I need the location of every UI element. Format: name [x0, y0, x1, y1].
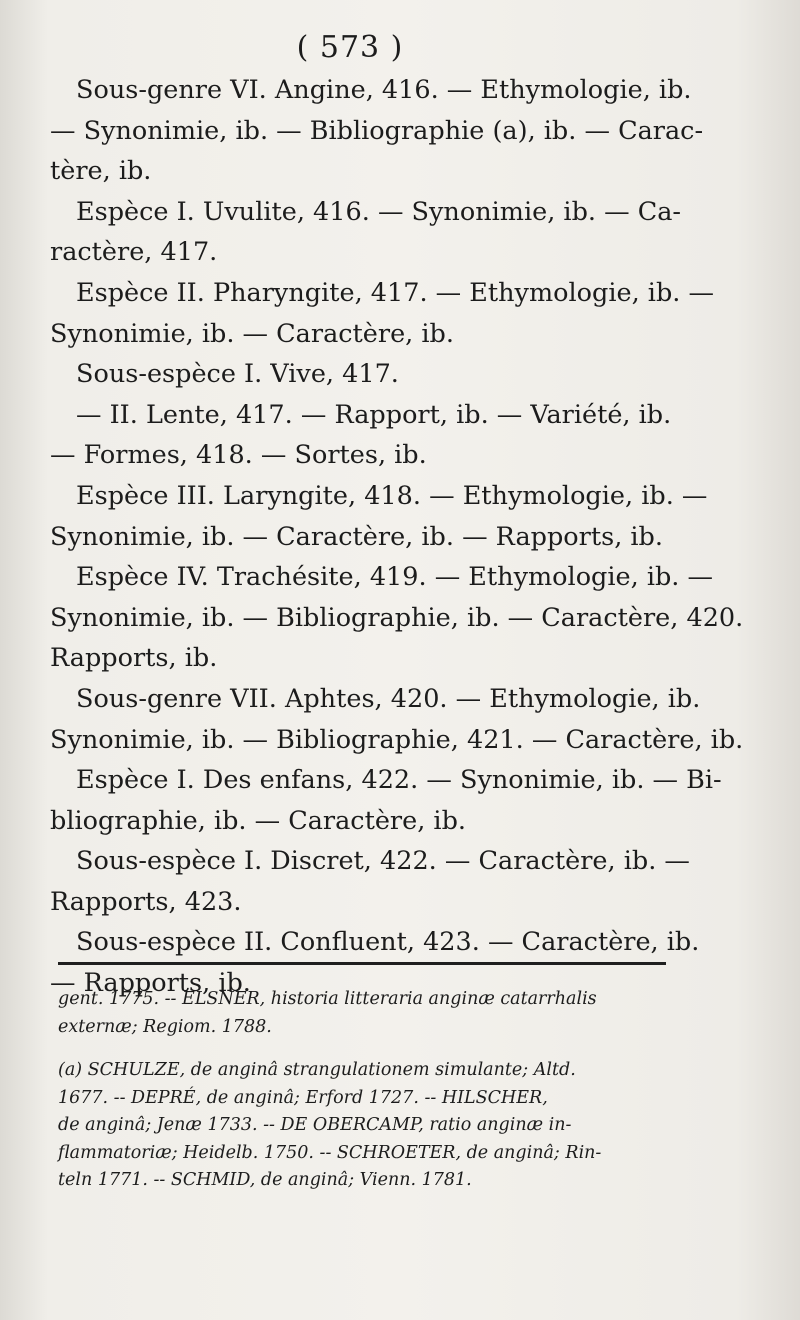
body-line: Sous-espèce I. Vive, 417.	[76, 359, 399, 390]
footnote-line: (a) SCHULZE, de anginâ strangulationem simulante; Altd.	[58, 1060, 576, 1080]
footnote-gap	[58, 1041, 668, 1057]
footnote-line: 1677. -- DEPRÉ, de anginâ; Erford 1727. -- HILSCHER,	[58, 1087, 548, 1108]
body-line: Synonimie, ib. — Bibliographie, 421. — Caractère, ib.	[50, 724, 744, 755]
body-line: Sous-genre VII. Aphtes, 420. — Ethymologie, ib.	[76, 683, 701, 714]
footnote-line: teln 1771. -- SCHMID, de anginâ; Vienn. 1781.	[58, 1170, 472, 1190]
page-number: ( 573 )	[296, 30, 404, 65]
footnote-line: de anginâ; Jenæ 1733. -- DE OBERCAMP, ratio anginæ in-	[58, 1115, 572, 1135]
body-line: Synonimie, ib. — Bibliographie, ib. — Caractère, 420.	[50, 602, 744, 633]
body-line: Sous-genre VI. Angine, 416. — Ethymologie, ib.	[76, 75, 692, 105]
body-line: Espèce IV. Trachésite, 419. — Ethymologie, ib. —	[76, 562, 714, 593]
body-line: ractère, 417.	[50, 237, 218, 268]
footnote-divider	[58, 962, 666, 965]
index-body	[50, 70, 744, 1004]
body-line: Espèce III. Laryngite, 418. — Ethymologie, ib. —	[76, 480, 708, 511]
footnote-line: gent. 1775. -- ELSNER, historia litteraria anginæ catarrhalis	[58, 989, 597, 1009]
footnote-line: flammatoriæ; Heidelb. 1750. -- SCHROETER, de anginâ; Rin-	[58, 1142, 602, 1163]
body-line: Espèce I. Uvulite, 416. — Synonimie, ib. — Ca-	[76, 196, 682, 227]
body-line: Rapports, ib.	[50, 643, 218, 674]
body-line: Synonimie, ib. — Caractère, ib. — Rapports, ib.	[50, 521, 663, 552]
body-line: Espèce II. Pharyngite, 417. — Ethymologie, ib. —	[76, 277, 714, 308]
footnotes	[58, 986, 668, 1195]
body-line: Rapports, 423.	[50, 886, 242, 917]
body-line: — II. Lente, 417. — Rapport, ib. — Variété, ib.	[76, 399, 672, 430]
body-line: — Rapports, ib.	[50, 968, 251, 999]
body-line: Espèce I. Des enfans, 422. — Synonimie, ib. — Bi-	[76, 765, 722, 796]
body-line: — Synonimie, ib. — Bibliographie (a), ib. — Carac-	[50, 115, 704, 146]
body-line: Synonimie, ib. — Caractère, ib.	[50, 318, 454, 349]
body-line: — Formes, 418. — Sortes, ib.	[50, 440, 427, 471]
body-line: tère, ib.	[50, 156, 152, 187]
footnote-line: externæ; Regiom. 1788.	[58, 1016, 272, 1037]
body-line: Sous-espèce I. Discret, 422. — Caractère, ib. —	[76, 846, 690, 877]
body-line: Sous-espèce II. Confluent, 423. — Caractère, ib.	[76, 927, 700, 958]
body-line: bliographie, ib. — Caractère, ib.	[50, 805, 467, 836]
